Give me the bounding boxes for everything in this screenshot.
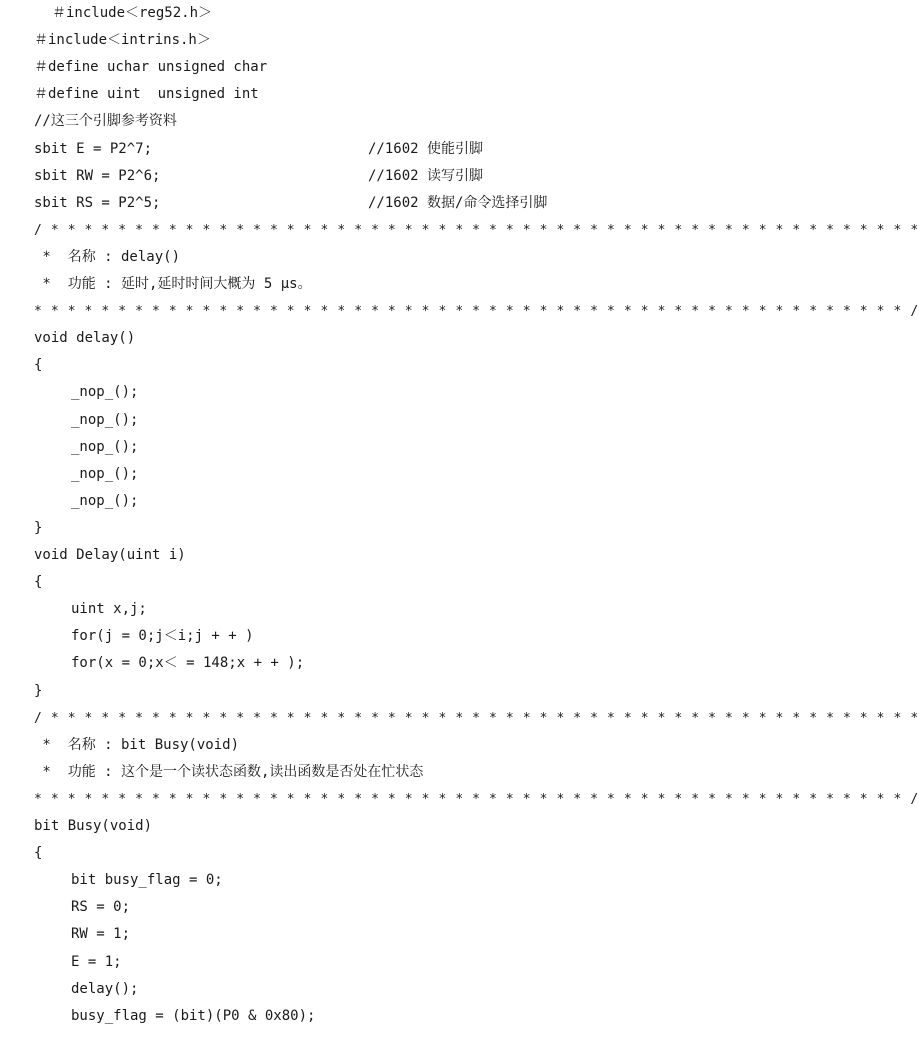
code-text: } — [34, 682, 43, 699]
code-line — [0, 840, 770, 867]
code-line — [0, 705, 919, 732]
code-line — [0, 407, 770, 434]
code-text: ＃include＜reg52.h＞ — [52, 5, 213, 21]
code-line — [0, 813, 770, 840]
code-line — [0, 894, 770, 921]
code-line — [0, 515, 770, 542]
code-line — [0, 352, 770, 379]
code-text: bit busy_flag = 0; — [71, 872, 223, 889]
code-line — [0, 867, 770, 894]
code-text: ＃define uint unsigned int — [34, 86, 259, 103]
code-text: RW = 1; — [71, 926, 131, 943]
code-text: _nop_(); — [71, 438, 139, 455]
code-line — [0, 108, 770, 135]
code-text: //这三个引脚参考资料 — [34, 113, 177, 130]
code-text: sbit RS = P2^5; — [34, 194, 161, 211]
code-line — [0, 325, 770, 352]
code-line — [0, 569, 770, 596]
code-text: _nop_(); — [71, 411, 139, 428]
code-text: * 名称 : bit Busy(void) — [34, 736, 240, 753]
code-line — [0, 542, 770, 569]
code-line — [0, 1003, 770, 1030]
code-line — [0, 54, 770, 81]
code-line — [0, 298, 919, 325]
code-line — [0, 27, 770, 54]
code-text: _nop_(); — [71, 465, 139, 482]
code-line — [0, 434, 770, 461]
code-line — [0, 81, 770, 108]
code-text: uint x,j; — [71, 601, 147, 618]
code-text: } — [34, 519, 43, 536]
code-text: RS = 0; — [71, 899, 131, 916]
code-line — [0, 190, 770, 217]
comment-border: / * * * * * * * * * * * * * * * * * * * * * * * * * * * * * * * * * * * * * * * * * * * * * * * * * * * * — [34, 710, 919, 726]
code-line — [0, 136, 770, 163]
code-line — [0, 163, 770, 190]
code-line — [0, 0, 770, 27]
code-line — [0, 461, 770, 488]
code-text: bit Busy(void) — [34, 818, 153, 834]
code-line — [0, 786, 919, 813]
code-text: _nop_(); — [71, 384, 139, 401]
code-text: { — [34, 357, 43, 374]
code-line — [0, 379, 770, 406]
comment-border: * * * * * * * * * * * * * * * * * * * * * * * * * * * * * * * * * * * * * * * * * * * * * * * * * * * * / — [34, 791, 919, 807]
code-text: for(j = 0;j＜i;j + + ) — [71, 628, 254, 645]
code-line — [0, 217, 919, 244]
code-line — [0, 949, 770, 976]
code-line — [0, 596, 770, 623]
code-line — [0, 488, 770, 515]
code-line — [0, 623, 770, 650]
code-text: { — [34, 574, 43, 591]
code-line — [0, 921, 770, 948]
code-text: void delay() — [34, 330, 136, 347]
code-text: * 功能 : 这个是一个读状态函数,读出函数是否处在忙状态 — [34, 763, 424, 780]
code-line — [0, 650, 770, 677]
inline-comment: //1602 数据/命令选择引脚 — [368, 194, 548, 211]
code-text: _nop_(); — [71, 492, 139, 509]
code-text: sbit E = P2^7; — [34, 140, 153, 157]
code-line — [0, 976, 770, 1003]
code-text: E = 1; — [71, 953, 122, 970]
inline-comment: //1602 读写引脚 — [368, 167, 484, 184]
code-text: sbit RW = P2^6; — [34, 167, 161, 184]
code-text: delay(); — [71, 980, 139, 997]
code-line — [0, 271, 770, 298]
code-text: * 功能 : 延时,延时时间大概为 5 μs。 — [34, 276, 312, 292]
code-text: * 名称 : delay() — [34, 248, 181, 265]
code-text: ＃include＜intrins.h＞ — [34, 32, 211, 49]
code-text: ＃define uchar unsigned char — [34, 59, 268, 76]
code-text: busy_flag = (bit)(P0 & 0x80); — [71, 1007, 316, 1024]
inline-comment: //1602 使能引脚 — [368, 140, 484, 157]
code-line — [0, 244, 770, 271]
code-line — [0, 678, 770, 705]
code-text: for(x = 0;x＜ = 148;x + + ); — [71, 655, 305, 672]
code-text: void Delay(uint i) — [34, 547, 186, 563]
comment-border: / * * * * * * * * * * * * * * * * * * * * * * * * * * * * * * * * * * * * * * * * * * * * * * * * * * * * — [34, 222, 919, 238]
code-line — [0, 732, 770, 759]
code-text: { — [34, 845, 43, 862]
code-line — [0, 759, 770, 786]
comment-border: * * * * * * * * * * * * * * * * * * * * * * * * * * * * * * * * * * * * * * * * * * * * * * * * * * * * / — [34, 304, 919, 320]
